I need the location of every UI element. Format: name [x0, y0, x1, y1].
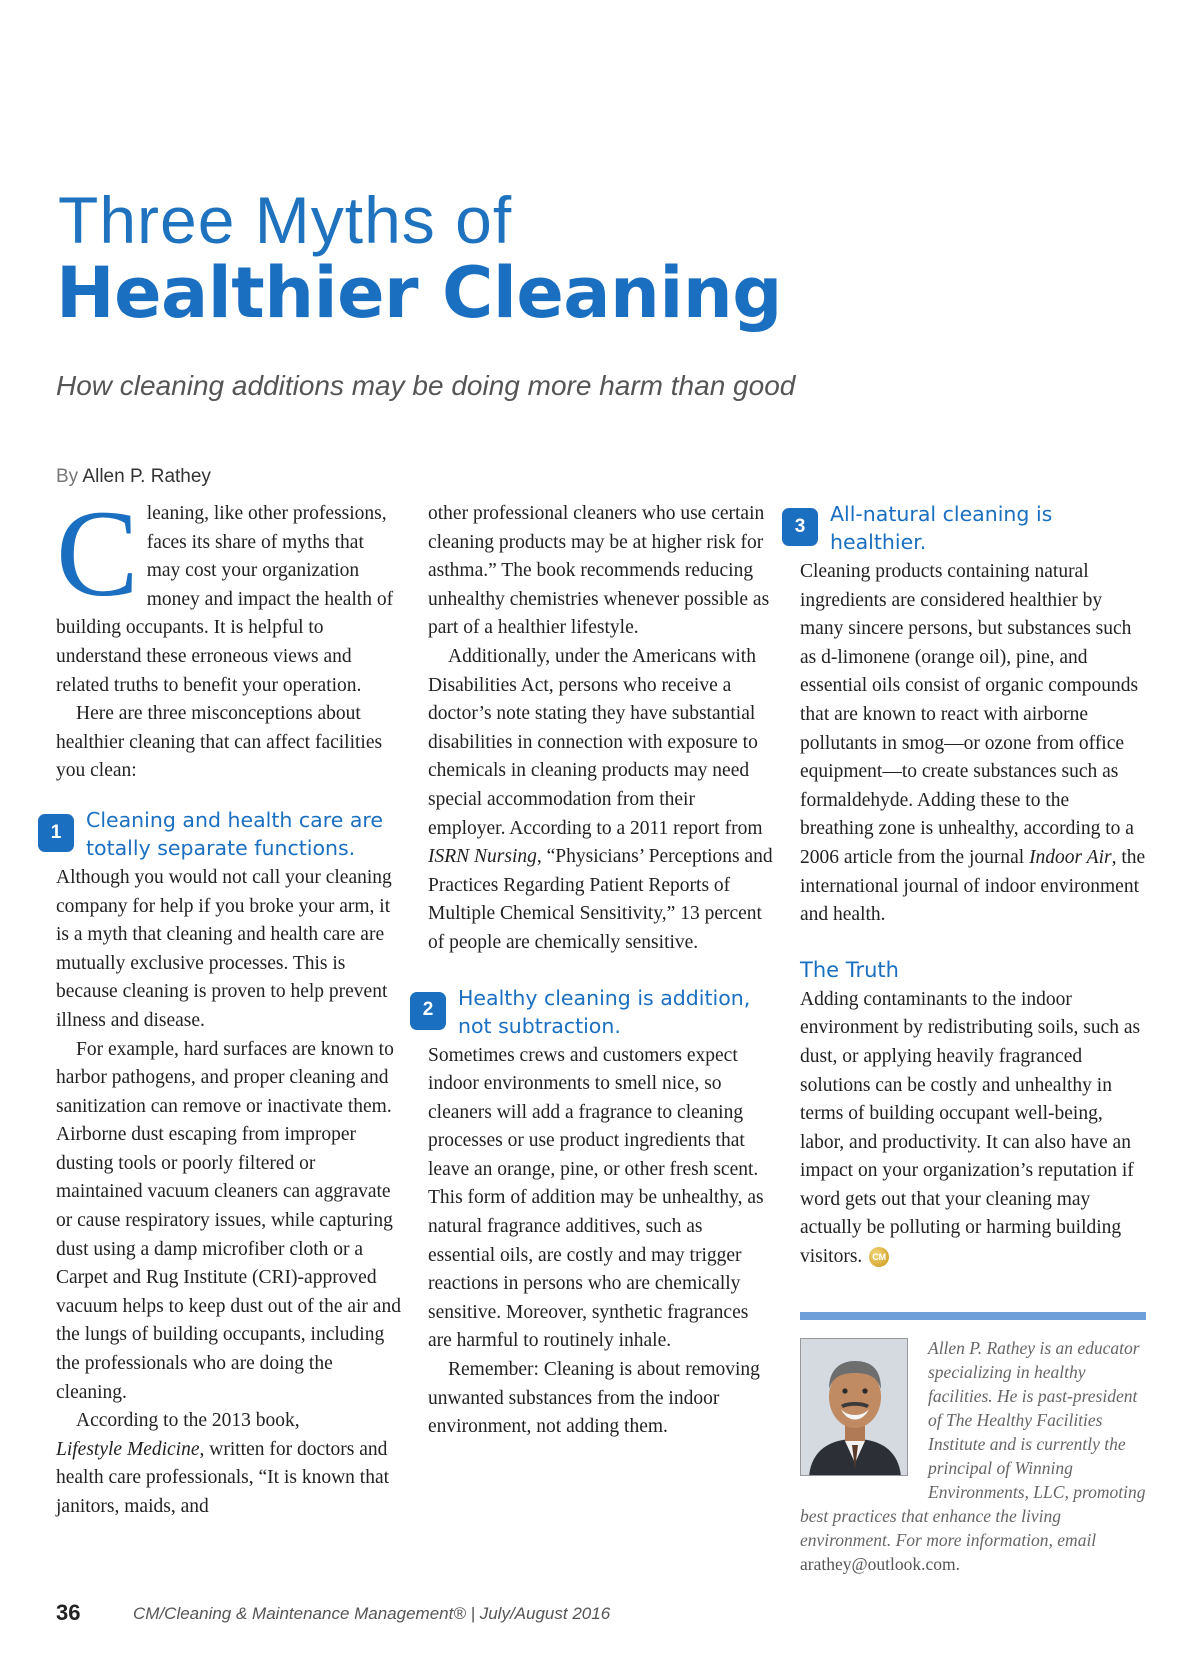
title-line-2: Healthier Cleaning — [56, 252, 782, 334]
journal-title: Indoor Air — [1029, 846, 1112, 868]
myth-title: Cleaning and health care are totally separate functions. — [86, 807, 383, 860]
paragraph: other professional cleaners who use certain cleaning products may be at higher risk for asthma.” The book recommends reducing unhealthy chemistries whenever possible as part of a healthier lifestyle. — [428, 503, 770, 639]
paragraph-text: Adding contaminants to the indoor environment by redistributing soils, such as dust, or applying heavily fragranced solutions can be costly and unhealthy in terms of building occupant well-being, labor, and productivity. It can also have an impact on your organization’s reputation if word gets out that your cleaning may actually be polluting or harming building visitors. — [800, 988, 1141, 1268]
paragraph-text: According to the 2013 book, — [76, 1410, 300, 1432]
paragraph-text: , the international journal of indoor environment and health. — [800, 846, 1146, 926]
bio-divider — [800, 1312, 1146, 1320]
paragraph — [56, 1407, 402, 1521]
paragraph-text: Cleaning products containing natural ingredients are considered healthier by many sincere persons, but substances such as d-limonene (orange oil), pine, and essential oils consist of organic compounds that are known to react with airborne pollutants in smog—or ozone from office equipment—to create substances such as formaldehyde. Adding these to the breathing zone is unhealthy, according to a 2006 article from the journal — [800, 561, 1139, 868]
intro-text: leaning, like other professions, faces its share of myths that may cost your organization money and impact the health of building occupants. It is helpful to understand these erroneous views and related truths to benefit your operation. — [56, 503, 394, 696]
intro-paragraph — [56, 485, 402, 700]
paragraph: For example, hard surfaces are known to harbor pathogens, and proper cleaning and sanitization can remove or inactivate them. Airborne dust escaping from improper dusting tools or poorly filtered or maintained vacuum cleaners can aggravate or cause respiratory issues, while capturing dust using a damp microfiber cloth or a Carpet and Rug Institute (CRI)-approved vacuum helps to keep dust out of the air and the lungs of building occupants, including the professionals who are doing the cleaning. — [56, 1038, 401, 1403]
paragraph: Although you would not call your cleaning company for help if you broke your arm, it is a myth that cleaning and health care are mutually exclusive processes. This is because cleaning is proven to help prevent illness and disease. — [56, 866, 392, 1031]
myth-1-heading — [50, 806, 402, 862]
paragraph — [800, 986, 1146, 1272]
paragraph: Here are three misconceptions about healthier cleaning that can affect facilities you clean: — [56, 703, 383, 782]
book-title: Lifestyle Medicine — [56, 1438, 200, 1460]
journal-title: ISRN Nursing — [428, 846, 537, 868]
column-2 — [422, 500, 774, 1442]
drop-cap: C — [56, 485, 139, 622]
page-number: 36 — [56, 1600, 81, 1625]
myth-title: Healthy cleaning is addition, not subtraction. — [458, 985, 751, 1038]
bio-text: Allen P. Rathey is an educator specializing in healthy facilities. He is past-president of The Healthy Facilities Institute and is currently the principal of Winning Environments, LLC, promoting best practices that enhance the living environment. For more information, email — [800, 1338, 1146, 1550]
myth-number-badge: 2 — [410, 992, 446, 1030]
column-1 — [50, 485, 402, 1522]
column-3 — [794, 500, 1146, 1272]
paragraph: Remember: Cleaning is about removing unwanted substances from the indoor environment, not adding them. — [428, 1359, 760, 1438]
myth-number-badge: 3 — [782, 508, 818, 546]
myth-3-heading — [794, 500, 1146, 556]
publication-footer: CM/Cleaning & Maintenance Management® | July/August 2016 — [133, 1604, 611, 1623]
author-bio — [800, 1336, 1146, 1576]
paragraph: Sometimes crews and customers expect indoor environments to smell nice, so cleaners will add a fragrance to cleaning processes or use product ingredients that leave an orange, pine, or other fresh scent. This form of addition may be unhealthy, as natural fragrance additives, such as essential oils, are costly and may trigger reactions in persons who are chemically sensitive. Moreover, synthetic fragrances are harmful to routinely inhale. — [428, 1044, 764, 1352]
title-line-1: Three Myths of — [58, 183, 513, 257]
truth-heading: The Truth — [800, 957, 899, 982]
myth-2-heading — [422, 984, 774, 1040]
paragraph-text: , “Physicians’ Perceptions and Practices Regarding Patient Reports of Multiple Chemical Sensitivity,” 13 percent of people are chemically sensitive. — [428, 846, 773, 953]
article-subtitle: How cleaning additions may be doing more harm than good — [56, 370, 796, 401]
cm-end-mark-icon: CM — [869, 1247, 889, 1267]
bio-email-link[interactable]: arathey@outlook.com. — [800, 1554, 960, 1574]
byline-prefix: By — [56, 466, 79, 487]
myth-title: All-natural cleaning is healthier. — [830, 502, 1053, 554]
paragraph-text: , written for doctors and health care professionals, “It is known that janitors, maids, and — [56, 1438, 390, 1517]
paragraph — [800, 558, 1146, 930]
paragraph-text: Additionally, under the Americans with Disabilities Act, persons who receive a doctor’s note stating they have substantial disabilities in connection with exposure to chemicals in cleaning products may need special accommodation from their employer. According to a 2011 report from — [428, 645, 763, 839]
paragraph — [428, 643, 774, 958]
byline-author: Allen P. Rathey — [82, 466, 211, 487]
myth-number-badge: 1 — [38, 814, 74, 852]
